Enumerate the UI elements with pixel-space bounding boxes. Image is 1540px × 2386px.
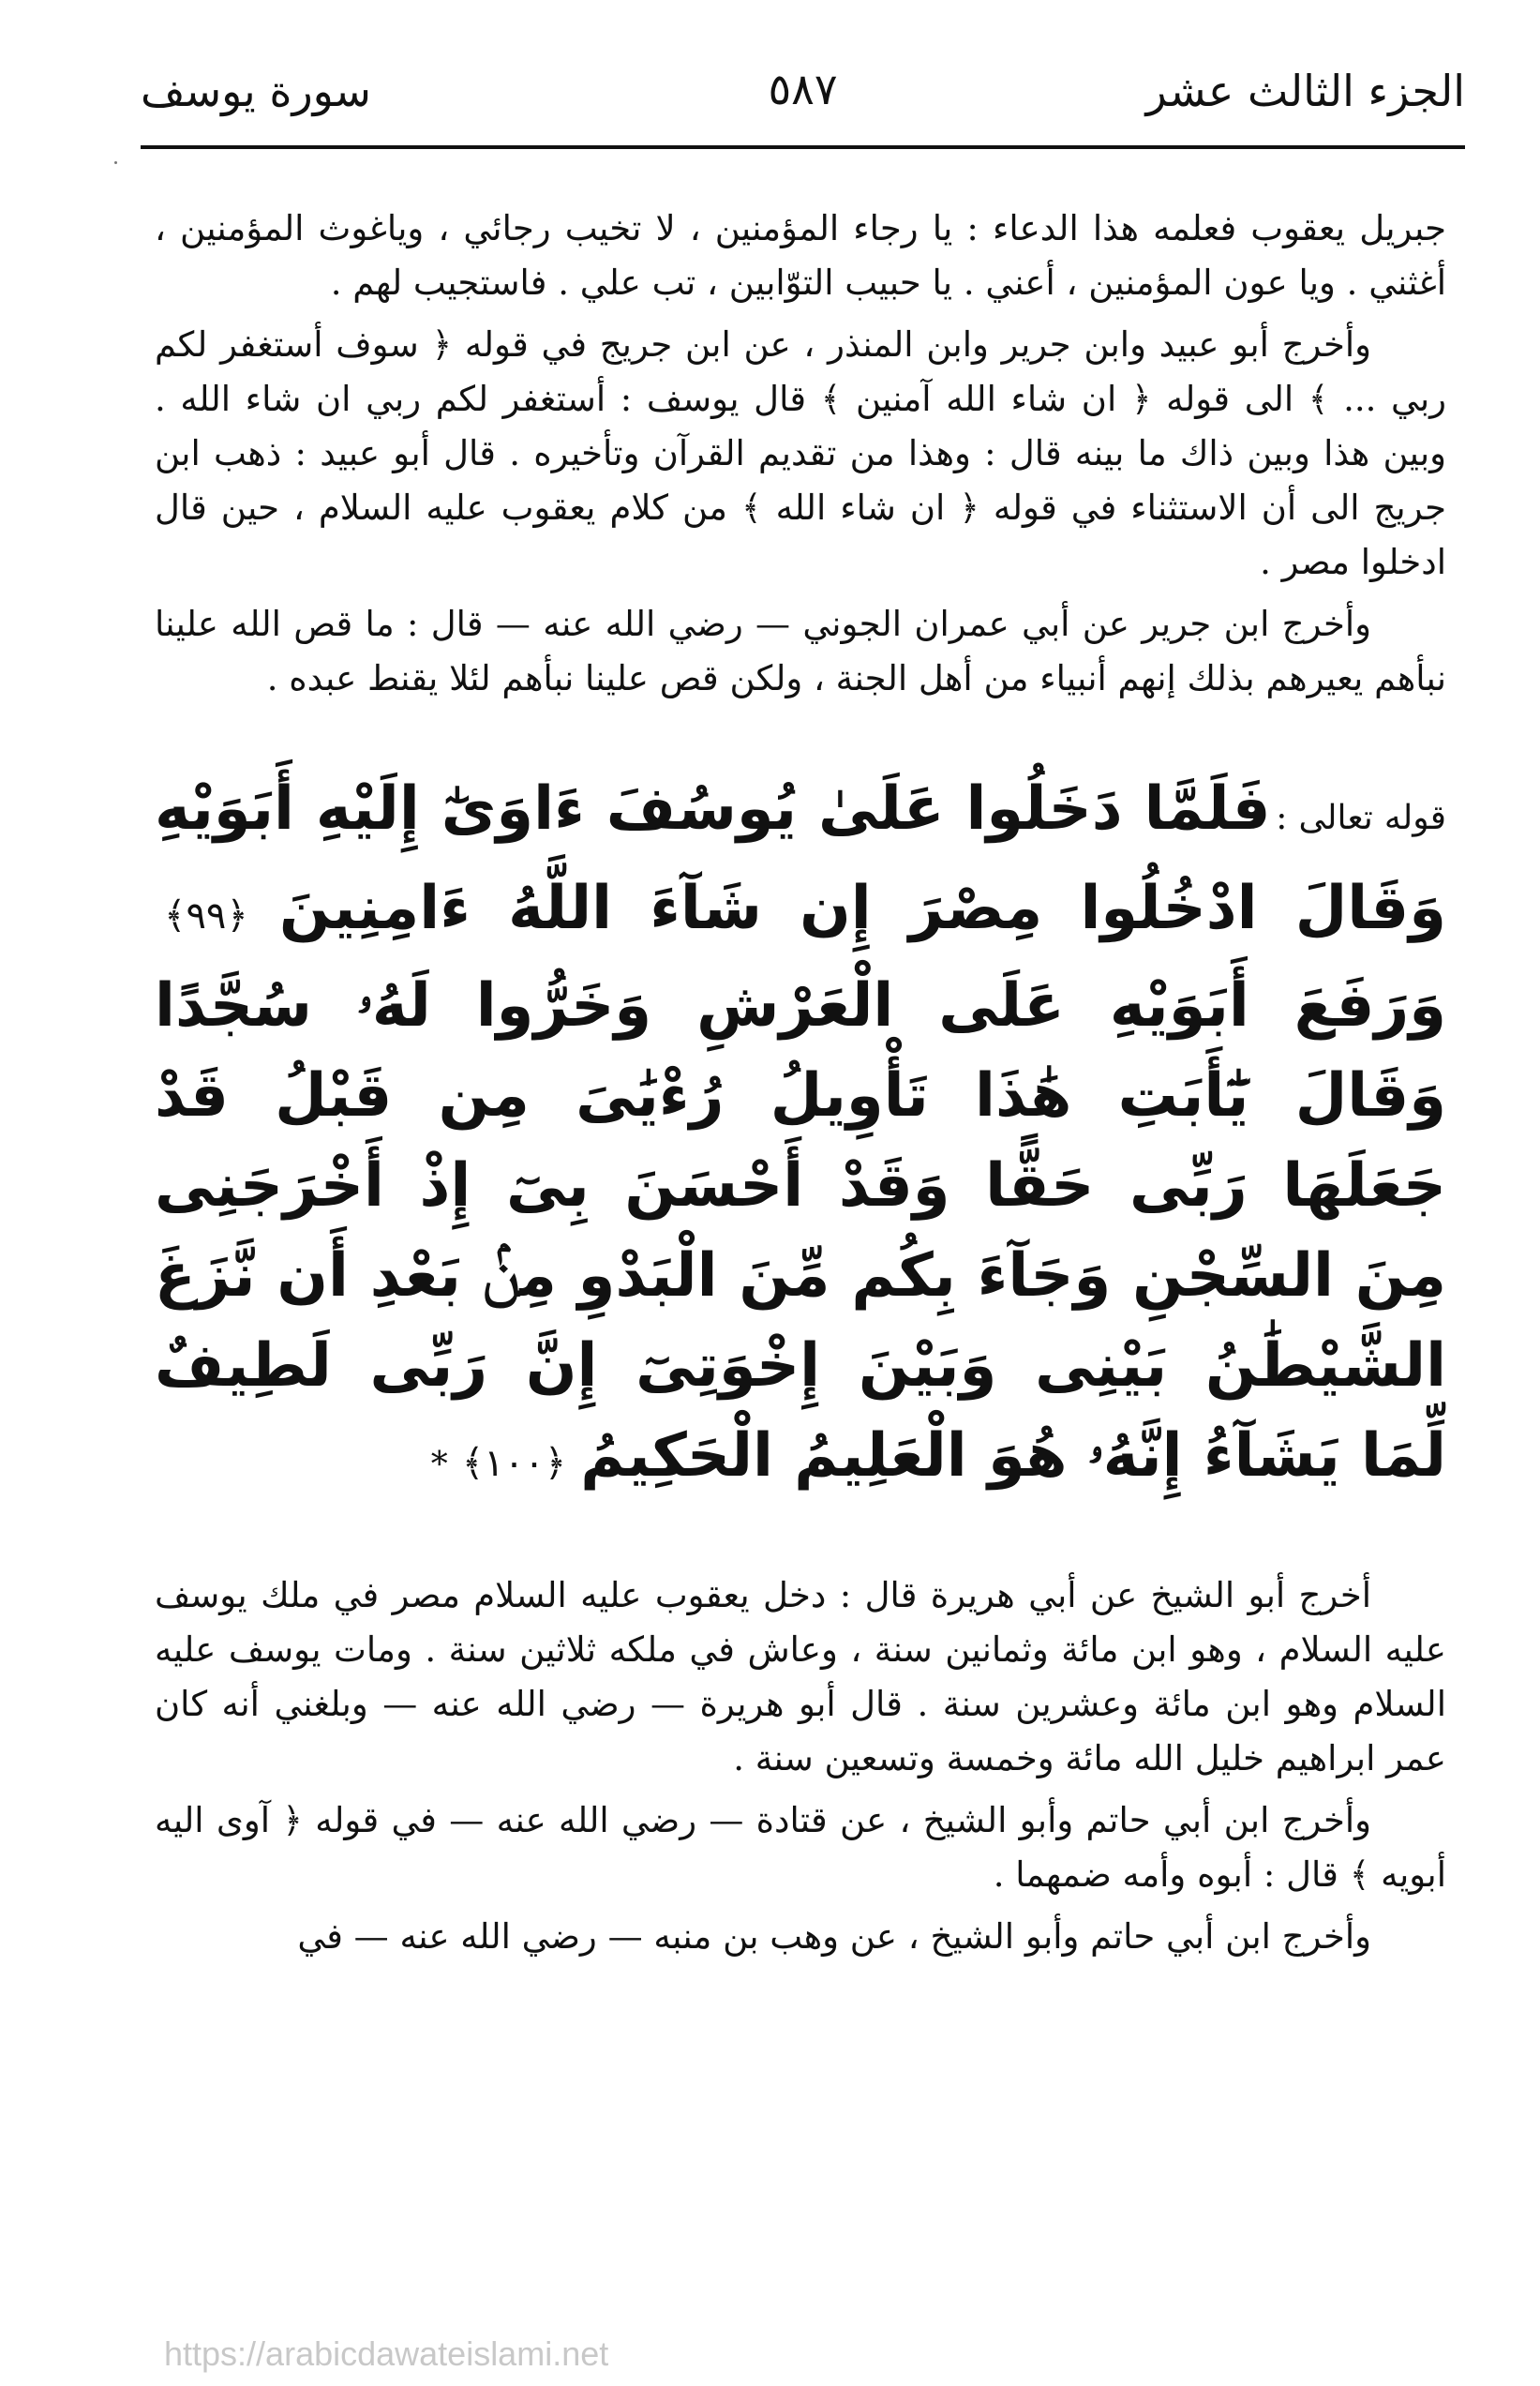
page-body (155, 202, 1446, 1972)
paragraph-abu-ubaid: وأخرج أبو عبيد وابن جرير وابن المنذر ، عن ابن جريج في قوله ﴿ سوف أستغفر لكم ربي ... ﴾ الى قوله ﴿ ان شاء الله آمنين ﴾ قال يوسف : أستغفر لكم ربي ان شاء الله . وبين هذا وبين ذاك ما بينه قال : وهذا من تقديم القرآن وتأخيره . قال أبو عبيد : ذهب ابن جريج الى أن الاستثناء في قوله ﴿ ان شاء الله ﴾ من كلام يعقوب عليه السلام ، حين قال ادخلوا مصر . (155, 324, 1446, 582)
surah-title: سورة يوسف (141, 66, 371, 116)
page-header (141, 56, 1465, 131)
watermark-url: https://arabicdawateislami.net (164, 2334, 609, 2373)
ayah-number-100: ﴿١٠٠﴾ (461, 1442, 567, 1485)
paragraph-qatada: وأخرج ابن أبي حاتم وأبو الشيخ ، عن قتادة — رضي الله عنه — في قوله ﴿ آوى اليه أبويه ﴾ قال : أبوه وأمه ضمهما . (155, 1800, 1446, 1895)
page-number: ٥٨٧ (768, 64, 838, 114)
quran-verse-block (155, 764, 1446, 1510)
paragraph-wahb: وأخرج ابن أبي حاتم وأبو الشيخ ، عن وهب بن منبه — رضي الله عنه — في (297, 1916, 1371, 1957)
header-rule (141, 145, 1465, 149)
paragraph-continued: جبريل يعقوب فعلمه هذا الدعاء : يا رجاء المؤمنين ، لا تخيب رجائي ، وياغوث المؤمنين ، أغثني . ويا عون المؤمنين ، أعني . يا حبيب التوّابين ، تب علي . فاستجيب لهم . (155, 208, 1446, 303)
paragraph-ibn-jarir: وأخرج ابن جرير عن أبي عمران الجوني — رضي الله عنه — قال : ما قص الله علينا نبأهم يعيرهم بذلك إنهم أنبياء من أهل الجنة ، ولكن قص علينا نبأهم لئلا يقنط عبده . (155, 604, 1446, 698)
verse-text-100: وَرَفَعَ أَبَوَيْهِ عَلَى الْعَرْشِ وَخَرُّوا لَهُۥ سُجَّدًا وَقَالَ يَٰٓأَبَتِ هَٰذَا تَأْوِيلُ رُءْيَٰىَ مِن قَبْلُ قَدْ جَعَلَهَا رَبِّى حَقًّا وَقَدْ أَحْسَنَ بِىٓ إِذْ أَخْرَجَنِى مِنَ السِّجْنِ وَجَآءَ بِكُم مِّنَ الْبَدْوِ مِنۢ بَعْدِ أَن نَّزَغَ الشَّيْطَٰنُ بَيْنِى وَبَيْنَ إِخْوَتِىٓ إِنَّ رَبِّى لَطِيفٌ لِّمَا يَشَآءُ إِنَّهُۥ هُوَ الْعَلِيمُ الْحَكِيمُ (155, 971, 1446, 1491)
ayah-number-99: ﴿٩٩﴾ (164, 894, 248, 938)
verse-end-star: * (430, 1446, 448, 1484)
verse-intro: قوله تعالى : (1276, 799, 1446, 837)
juz-title: الجزء الثالث عشر (1145, 66, 1465, 116)
margin-dot (114, 161, 117, 164)
verse-text-99: فَلَمَّا دَخَلُوا عَلَىٰ يُوسُفَ ءَاوَىٰٓ إِلَيْهِ أَبَوَيْهِ وَقَالَ ادْخُلُوا مِصْرَ إِن شَآءَ اللَّهُ ءَامِنِينَ (155, 774, 1446, 943)
paragraph-abu-shaykh: أخرج أبو الشيخ عن أبي هريرة قال : دخل يعقوب عليه السلام مصر في ملك يوسف عليه السلام ، وهو ابن مائة وثمانين سنة ، وعاش في ملكه ثلاثين سنة . ومات يوسف عليه السلام وهو ابن مائة وعشرين سنة . قال أبو هريرة — رضي الله عنه — وبلغني أنه كان عمر ابراهيم خليل الله مائة وخمسة وتسعين سنة . (155, 1575, 1446, 1778)
